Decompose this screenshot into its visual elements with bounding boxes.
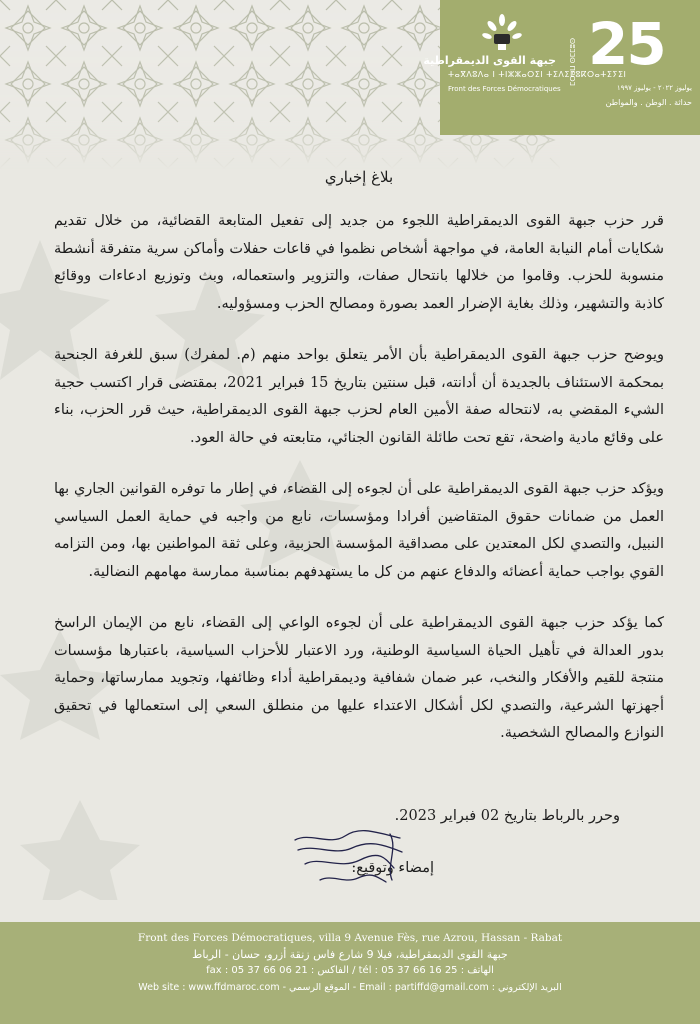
footer-phone-fax: fax : 05 37 66 06 21 : الفاكس / tél : 05 37 66 16 25 : الهاتف <box>206 965 494 976</box>
sign-label: إمضاء وتوقيع: <box>351 860 434 876</box>
letter-body <box>54 168 664 772</box>
letter-title: بلاغ إخباري <box>324 168 394 186</box>
written-at: وحرر بالرباط بتاريخ 02 فبراير 2023. <box>394 808 620 824</box>
handwritten-signature <box>290 828 410 892</box>
paragraph-3: ويؤكد حزب جبهة القوى الديمقراطية على أن لجوءه إلى القضاء، في إطار ما توفره القوانين الجاري بها العمل من ضمانات حقوق المتقاضين أفرادا ومؤسسات، نابع من واجبه في حماية العمل السياسي النبيل، والتصدي لكل المعتدين على مصداقية المؤسسة الحزبية، وعلى ثقة المواطنين بها، ومن التزامه القوي بواجب حماية أعضائه والدفاع عنهم من كل ما يستهدفهم بمناسبة ممارسة مهامهم النضالية. <box>54 481 664 580</box>
olive-branch-logo-icon <box>480 14 524 52</box>
issue-number: 25 <box>588 10 665 78</box>
paragraph-1: قرر حزب جبهة القوى الديمقراطية اللجوء من جديد إلى تفعيل المتابعة القضائية، من خلال تقديم شكايات أمام النيابة العامة، في مواجهة أشخاص نظموا في قاعات حفلات وأماكن سرية متفرقة أنشطة منسوبة للحزب. وقاموا من خلالها بانتحال صفات، والتزوير واستعماله، وبث وتوزيع ادعاءات ووقائع كاذبة والتشهير، وذلك بغاية الإضرار العمد بصورة ومصالح الحزب ومسؤوليه. <box>54 213 664 312</box>
paragraph-4: كما يؤكد حزب جبهة القوى الديمقراطية على أن لجوءه الواعي إلى القضاء، نابع من الإيمان الراسخ بدور العدالة في تأهيل الحياة السياسية الوطنية، ورد الاعتبار للأحزاب السياسية، باعتبارها مؤسسات منتجة للقيم والأفكار والنخب، عبر ضمان شفافية وديمقراطية أداء وظائفها، وتجويد ممارساتها، وحماية أجهزتها الشرعية، والتصدي لكل أشكال الاعتداء عليها من منطلق السعي إلى استعمالها في تحقيق النوازع والمصالح الشخصية. <box>54 615 664 741</box>
party-name-tifinagh: ⵜⴰⴳⴷⵓⴷⴰ ⵏ ⵜⵏⵣⵣⴰⵔⵉⵏ ⵜⵉⴷⵉⵎⵓⴽⵔⴰⵜⵉⵢⵉⵏ <box>448 70 627 79</box>
party-motto: حداثة . الوطن . والمواطن <box>605 98 692 107</box>
party-name-arabic: جبهة القوى الديمقراطية <box>423 54 556 67</box>
party-name-french: Front des Forces Démocratiques <box>448 85 561 93</box>
footer-banner <box>0 922 700 1024</box>
footer-web-email: Web site : www.ffdmaroc.com - الموقع الرسمي - Email : partiffd@gmail.com : البريد الإلكتروني <box>138 982 562 993</box>
paragraph-2: ويوضح حزب جبهة القوى الديمقراطية بأن الأمر يتعلق بواحد منهم (م. لمفرك) سبق للغرفة الجنحية بمحكمة الاستئناف بالجديدة أن أدانته، قبل سنتين بتاريخ 15 فبراير 2021، بمقتضى قرار اكتسب حجية الشيء المقضي به، لانتحاله صفة الأمين العام لحزب جبهة القوى الديمقراطية، حيث قرر الحزب، بناء على وقائع مادية واضحة، تقع تحت طائلة القانون الجنائي، متابعته في حالة العود. <box>54 347 665 446</box>
footer-address-arabic: جبهة القوى الديمقراطية، فيلا 9 شارع فاس زنقة أزرو، حسان - الرباط <box>192 948 508 961</box>
anniversary-badge <box>566 10 696 125</box>
signature-area <box>60 808 620 888</box>
issue-date-line: يوليوز ٢٠٢٢ - يوليوز ١٩٩٧ <box>616 84 692 92</box>
footer-address-french: Front des Forces Démocratiques, villa 9 Avenue Fès, rue Azrou, Hassan - Rabat <box>137 932 563 944</box>
issue-side-text: ⵎⵔⴰⵡ ⵙⵎⵎⵓⵙ <box>569 37 577 86</box>
